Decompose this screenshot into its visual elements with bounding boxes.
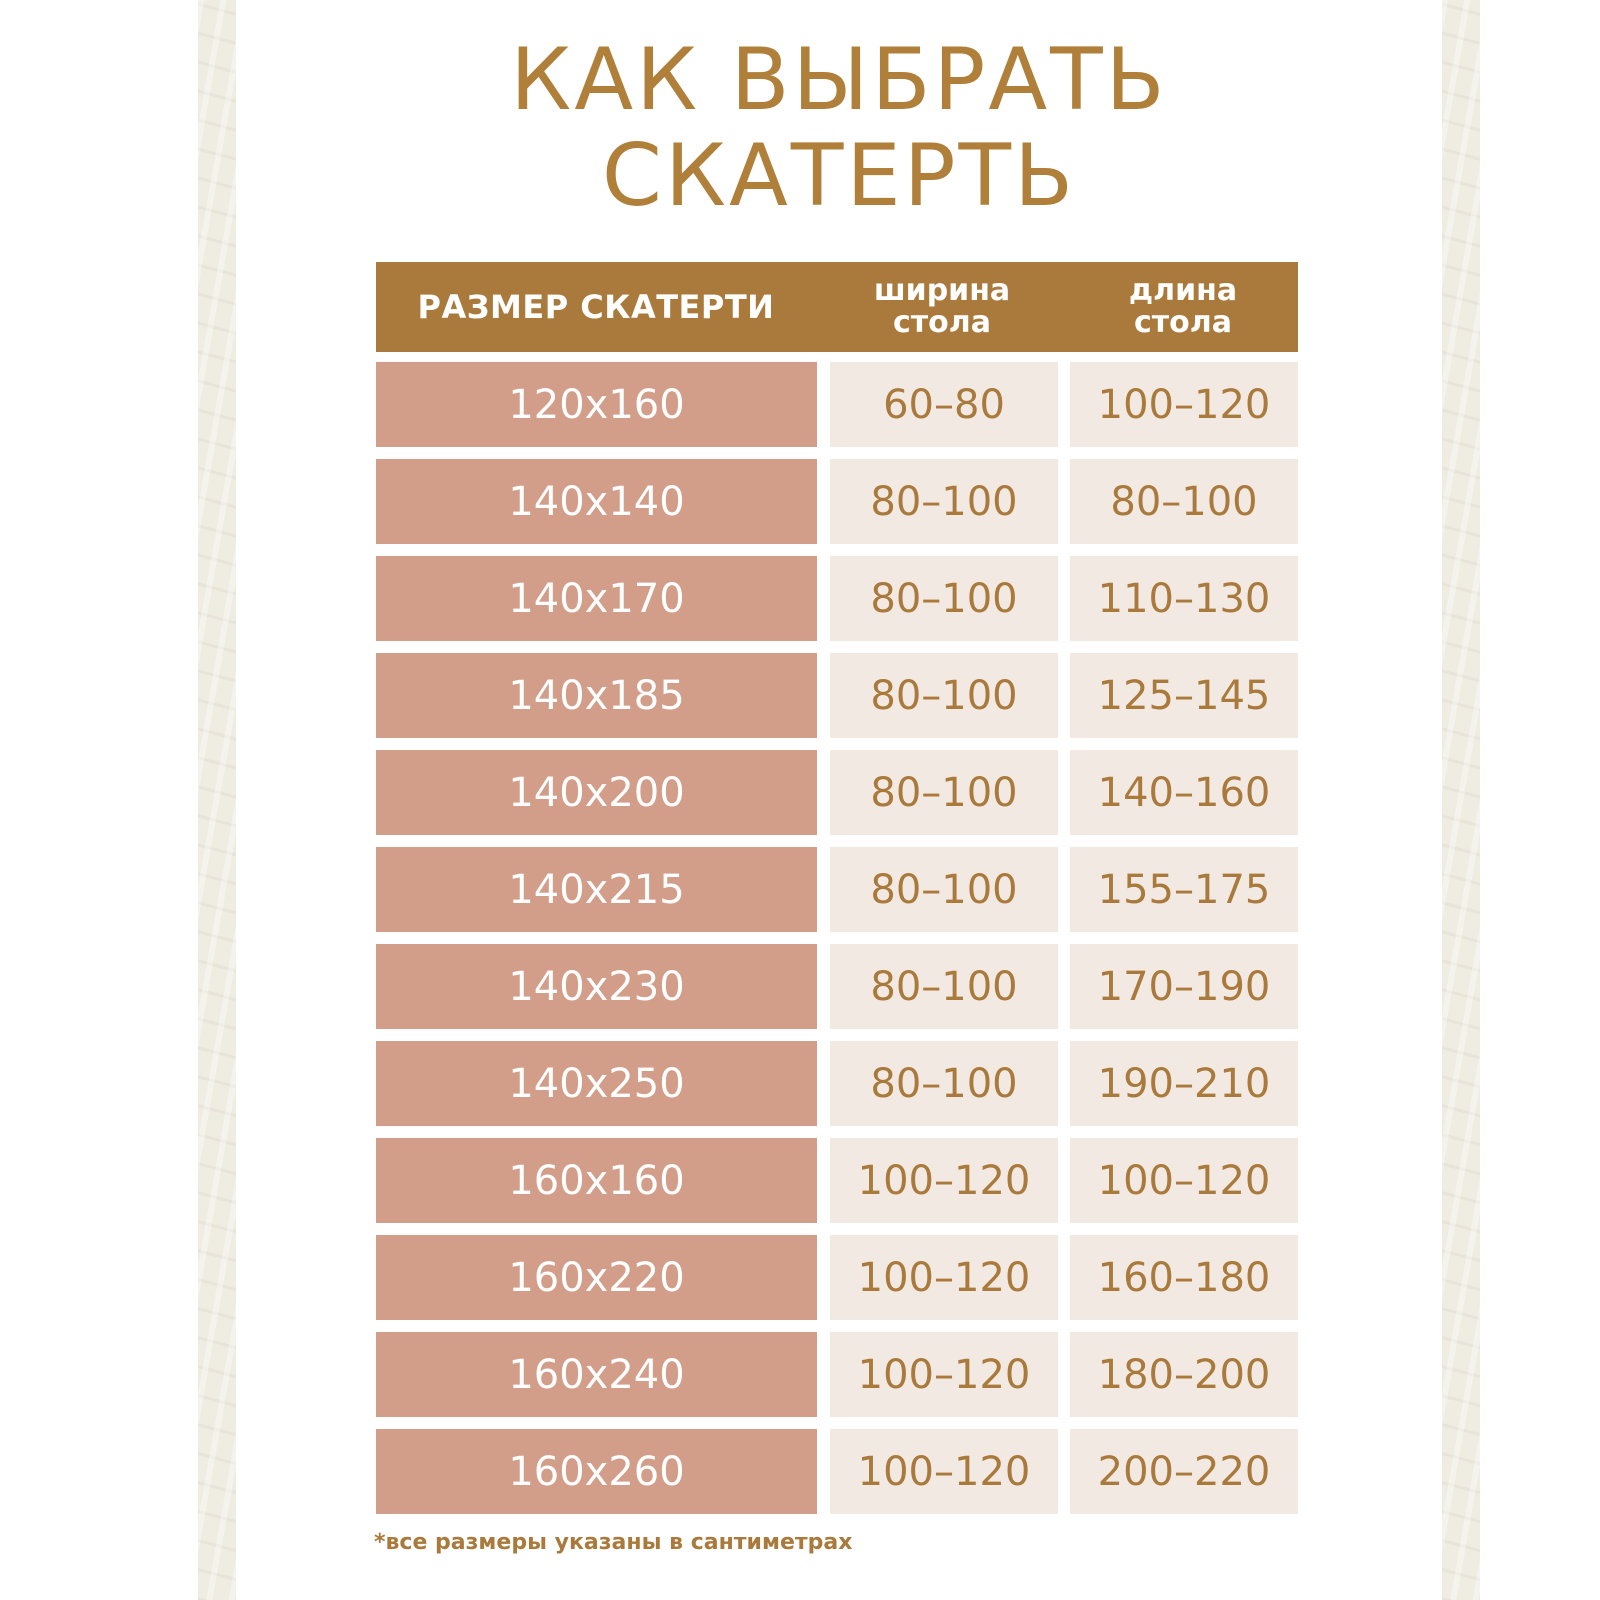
title-line-2: СКАТЕРТЬ [601,126,1077,226]
table-width-cell: 100–120 [830,1235,1058,1320]
page-title [236,32,1442,224]
table-row [376,459,1298,544]
table-width-cell: 100–120 [830,1429,1058,1514]
table-width-cell: 60–80 [830,362,1058,447]
table-length-cell: 140–160 [1070,750,1298,835]
table-width-cell: 80–100 [830,1041,1058,1126]
table-width-cell: 80–100 [830,944,1058,1029]
header-table-width [828,262,1056,352]
table-length-cell: 110–130 [1070,556,1298,641]
table-row [376,1332,1298,1417]
table-row [376,362,1298,447]
tablecloth-size-cell: 140x215 [376,847,817,932]
table-row [376,1429,1298,1514]
table-width-cell: 80–100 [830,750,1058,835]
table-width-cell: 80–100 [830,653,1058,738]
tablecloth-size-cell: 140x200 [376,750,817,835]
table-length-cell: 155–175 [1070,847,1298,932]
header-width-line-1: ширина [873,273,1011,308]
table-row [376,1041,1298,1126]
table-width-cell: 100–120 [830,1138,1058,1223]
tablecloth-size-cell: 160x240 [376,1332,817,1417]
footnote: *все размеры указаны в сантиметрах [374,1530,853,1555]
header-table-length [1068,262,1298,352]
table-length-cell: 125–145 [1070,653,1298,738]
left-texture-strip [198,0,236,1600]
table-width-cell: 100–120 [830,1332,1058,1417]
tablecloth-size-cell: 140x230 [376,944,817,1029]
tablecloth-size-cell: 160x160 [376,1138,817,1223]
tablecloth-size-cell: 160x220 [376,1235,817,1320]
table-length-cell: 100–120 [1070,1138,1298,1223]
table-length-cell: 170–190 [1070,944,1298,1029]
tablecloth-size-cell: 140x185 [376,653,817,738]
table-length-cell: 190–210 [1070,1041,1298,1126]
table-row [376,556,1298,641]
table-row [376,653,1298,738]
header-length-line-1: длина [1128,273,1238,308]
right-texture-strip [1442,0,1480,1600]
table-length-cell: 80–100 [1070,459,1298,544]
table-row [376,1138,1298,1223]
table-length-cell: 100–120 [1070,362,1298,447]
table-length-cell: 180–200 [1070,1332,1298,1417]
table-length-cell: 160–180 [1070,1235,1298,1320]
tablecloth-size-cell: 120x160 [376,362,817,447]
table-header [376,262,1298,352]
table-width-cell: 80–100 [830,556,1058,641]
table-row [376,1235,1298,1320]
title-line-1: КАК ВЫБРАТЬ [510,30,1168,130]
tablecloth-size-cell: 140x250 [376,1041,817,1126]
table-width-cell: 80–100 [830,847,1058,932]
table-row [376,847,1298,932]
header-width-line-2: стола [892,305,991,340]
table-width-cell: 80–100 [830,459,1058,544]
table-row [376,750,1298,835]
tablecloth-size-cell: 160x260 [376,1429,817,1514]
table-length-cell: 200–220 [1070,1429,1298,1514]
header-size: РАЗМЕР СКАТЕРТИ [417,288,775,326]
tablecloth-size-cell: 140x140 [376,459,817,544]
table-row [376,944,1298,1029]
header-length-line-2: стола [1133,305,1232,340]
tablecloth-size-cell: 140x170 [376,556,817,641]
